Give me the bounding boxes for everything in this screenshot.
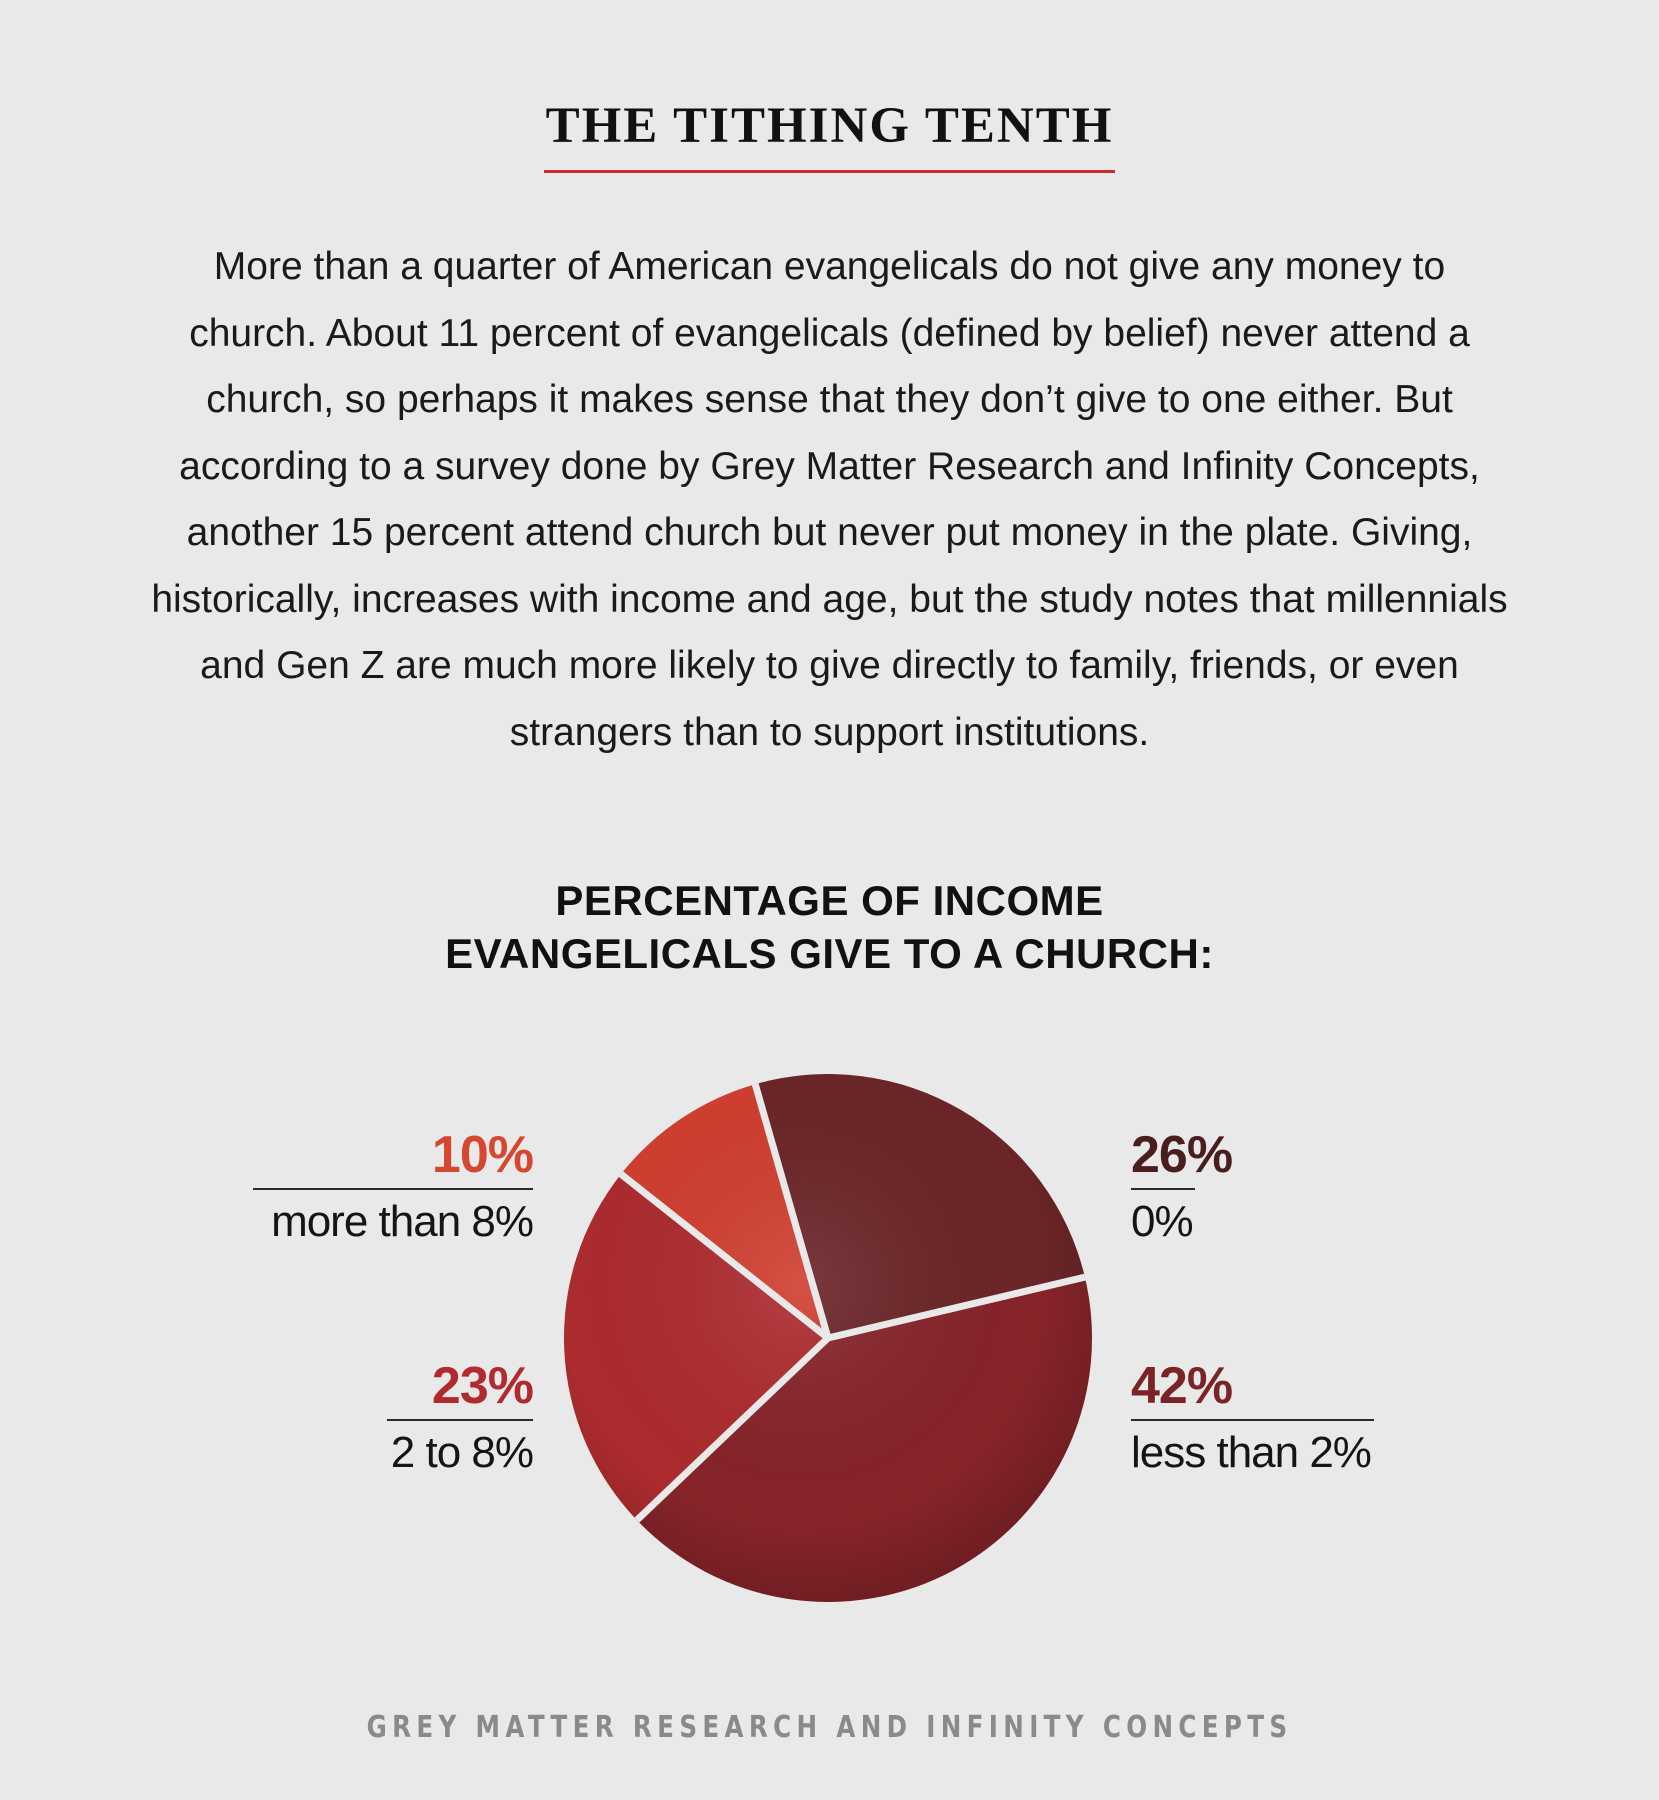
legend-rule <box>1131 1188 1195 1190</box>
legend-more-than-8 <box>253 1126 533 1248</box>
slice-category-label-less-than-2: less than 2% <box>1131 1428 1371 1477</box>
legend-zero <box>1131 1126 1233 1248</box>
slice-category-label-2-to-8: 2 to 8% <box>390 1428 533 1477</box>
intro-paragraph: More than a quarter of American evangelicals do not give any money to church. About 11 percent of evangelicals (defined by belief) never attend a church, so perhaps it makes sense that they don’t give to one either. But according to a survey done by Grey Matter Research and Infinity Concepts, another 15 percent attend church but never put money in the plate. Giving, historically, increases with income and age, but the study notes that millennials and Gen Z are much more likely to give directly to family, friends, or even strangers than to support institutions. <box>151 245 1508 754</box>
chart-title-line-2: EVANGELICALS GIVE TO A CHURCH: <box>445 930 1214 977</box>
legend-2-to-8 <box>387 1357 533 1479</box>
legend-less-than-2 <box>1131 1357 1374 1479</box>
legend-rule <box>1131 1419 1374 1421</box>
slice-category-label-more-than-8: more than 8% <box>271 1197 533 1246</box>
slice-value-label-less-than-2: 42% <box>1131 1357 1233 1415</box>
chart-title-line-1: PERCENTAGE OF INCOME <box>555 877 1104 924</box>
slice-value-label-2-to-8: 23% <box>431 1357 533 1415</box>
slice-value-label-more-than-8: 10% <box>431 1126 533 1184</box>
legend-rule <box>253 1188 533 1190</box>
legend-rule <box>387 1419 533 1421</box>
page-title: THE TITHING TENTH <box>544 98 1116 173</box>
slice-value-label-zero: 26% <box>1131 1126 1233 1184</box>
source-credit: GREY MATTER RESEARCH AND INFINITY CONCEPTS <box>366 1710 1293 1745</box>
slice-category-label-zero: 0% <box>1131 1197 1193 1246</box>
